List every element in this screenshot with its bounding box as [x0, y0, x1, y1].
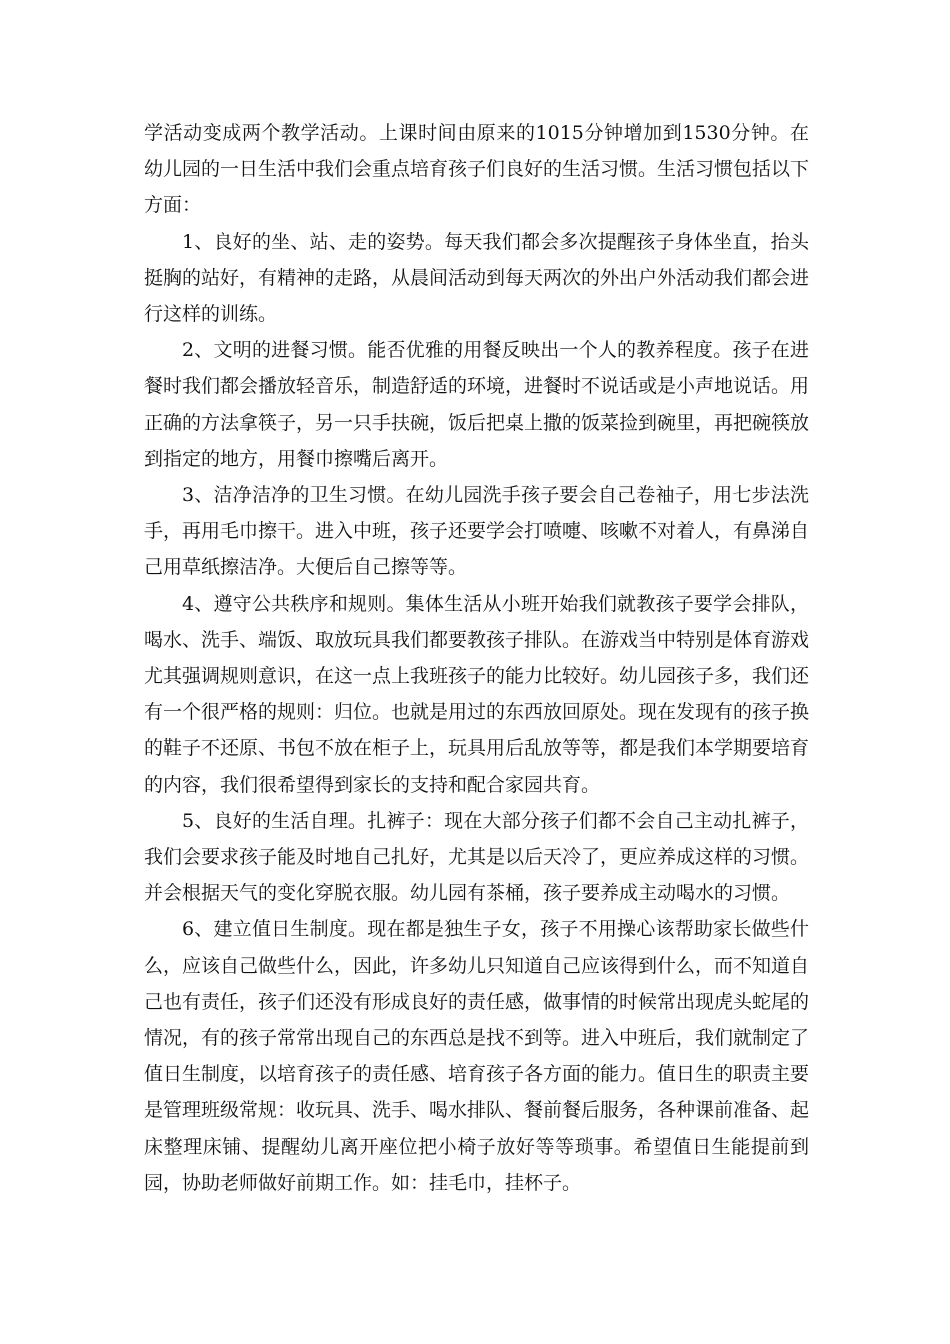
- paragraph-item-3-hygiene: 3、洁净洁净的卫生习惯。在幼儿园洗手孩子要会自己卷袖子，用七步法洗手，再用毛巾擦干。进入中班，孩子还要学会打喷嚏、咳嗽不对着人，有鼻涕自己用草纸擦洁净。大便后自己擦等等。: [144, 484, 810, 579]
- paragraph-item-1-posture: 1、良好的坐、站、走的姿势。每天我们都会多次提醒孩子身体坐直，抬头挺胸的站好，有精神的走路，从晨间活动到每天两次的外出户外活动我们都会进行这样的训练。: [144, 230, 810, 326]
- paragraph-item-5-self-care: 5、良好的生活自理。扎裤子：现在大部分孩子们都不会自己主动扎裤子，我们会要求孩子能及时地自己扎好，尤其是以后天冷了，更应养成这样的习惯。并会根据天气的变化穿脱衣服。幼儿园有茶桶，孩子要养成主动喝水的习惯。: [144, 809, 810, 905]
- paragraph-continuation: 学活动变成两个教学活动。上课时间由原来的1015分钟增加到1530分钟。在幼儿园的一日生活中我们会重点培育孩子们良好的生活习惯。生活习惯包括以下方面：: [144, 122, 810, 217]
- document-body: [144, 115, 809, 1201]
- paragraph-item-2-dining: 2、文明的进餐习惯。能否优雅的用餐反映出一个人的教养程度。孩子在进餐时我们都会播放轻音乐，制造舒适的环境，进餐时不说话或是小声地说话。用正确的方法拿筷子，另一只手扶碗，饭后把桌上撒的饭菜捡到碗里，再把碗筷放到指定的地方，用餐巾擦嘴后离开。: [144, 339, 810, 470]
- paragraph-item-4-rules: 4、遵守公共秩序和规则。集体生活从小班开始我们就教孩子要学会排队，喝水、洗手、端饭、取放玩具我们都要教孩子排队。在游戏当中特别是体育游戏尤其强调规则意识，在这一点上我班孩子的能力比较好。幼儿园孩子多，我们还有一个很严格的规则：归位。也就是用过的东西放回原处。现在发现有的孩子换的鞋子不还原、书包不放在柜子上，玩具用后乱放等等，都是我们本学期要培育的内容，我们很希望得到家长的支持和配合家园共育。: [144, 592, 810, 796]
- paragraph-item-6-duty-system: 6、建立值日生制度。现在都是独生子女，孩子不用操心该帮助家长做些什么，应该自己做些什么，因此，许多幼儿只知道自己应该得到什么，而不知道自己也有责任，孩子们还没有形成良好的责任感，做事情的时候常出现虎头蛇尾的情况，有的孩子常常出现自己的东西总是找不到等。进入中班后，我们就制定了值日生制度，以培育孩子的责任感、培育孩子各方面的能力。值日生的职责主要是管理班级常规：收玩具、洗手、喝水排队、餐前餐后服务，各种课前准备、起床整理床铺、提醒幼儿离开座位把小椅子放好等等琐事。希望值日生能提前到园，协助老师做好前期工作。如：挂毛巾，挂杯子。: [144, 918, 810, 1194]
